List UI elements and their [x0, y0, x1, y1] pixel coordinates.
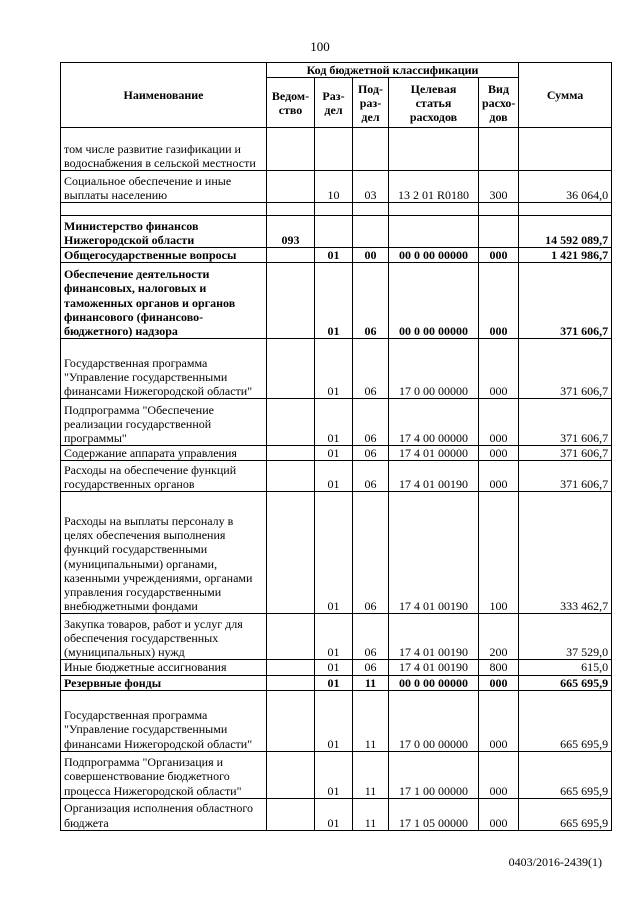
- cell-summa: 665 695,9: [519, 675, 612, 690]
- cell-summa: 371 606,7: [519, 461, 612, 492]
- cell-empty: [315, 203, 353, 216]
- cell-vid: 000: [479, 399, 519, 446]
- cell-celevaya: 17 4 01 00000: [389, 446, 479, 461]
- header-celevaya: Целевая статья расходов: [389, 78, 479, 128]
- cell-vid: 000: [479, 339, 519, 399]
- cell-empty: [353, 203, 389, 216]
- header-podrazdel: Под-раз-дел: [353, 78, 389, 128]
- cell-celevaya: 17 0 00 00000: [389, 690, 479, 751]
- cell-name: Министерство финансов Нижегородской области: [61, 216, 267, 248]
- cell-vedomstvo: [267, 751, 315, 798]
- cell-name: Общегосударственные вопросы: [61, 248, 267, 263]
- header-sum: Сумма: [519, 63, 612, 128]
- cell-celevaya: [389, 128, 479, 171]
- cell-summa: 371 606,7: [519, 339, 612, 399]
- cell-name: Содержание аппарата управления: [61, 446, 267, 461]
- table-row: [61, 675, 612, 690]
- cell-razdel: 01: [315, 263, 353, 339]
- cell-summa: 333 462,7: [519, 492, 612, 614]
- cell-summa: 14 592 089,7: [519, 216, 612, 248]
- document-code: 0403/2016-2439(1): [508, 855, 602, 869]
- cell-summa: 665 695,9: [519, 798, 612, 830]
- cell-summa: 371 606,7: [519, 446, 612, 461]
- cell-razdel: 01: [315, 690, 353, 751]
- cell-summa: 371 606,7: [519, 263, 612, 339]
- cell-vedomstvo: [267, 492, 315, 614]
- table-row: [61, 339, 612, 399]
- table-row: [61, 660, 612, 675]
- cell-summa: 665 695,9: [519, 690, 612, 751]
- cell-celevaya: 17 4 01 00190: [389, 461, 479, 492]
- cell-name: Организация исполнения областного бюджета: [61, 798, 267, 830]
- header-vid: Вид расхо-дов: [479, 78, 519, 128]
- cell-celevaya: 17 0 00 00000: [389, 339, 479, 399]
- cell-name: Расходы на обеспечение функций государственных органов: [61, 461, 267, 492]
- table-row: [61, 446, 612, 461]
- cell-razdel: 01: [315, 798, 353, 830]
- cell-vedomstvo: [267, 399, 315, 446]
- cell-razdel: 01: [315, 339, 353, 399]
- cell-razdel: 01: [315, 751, 353, 798]
- cell-name: Социальное обеспечение и иные выплаты населению: [61, 171, 267, 203]
- cell-razdel: 01: [315, 614, 353, 660]
- cell-summa: 37 529,0: [519, 614, 612, 660]
- table-row: [61, 216, 612, 248]
- cell-summa: 36 064,0: [519, 171, 612, 203]
- cell-razdel: 01: [315, 675, 353, 690]
- header-name: Наименование: [61, 63, 267, 128]
- table-row: [61, 614, 612, 660]
- cell-empty: [389, 203, 479, 216]
- cell-name: Обеспечение деятельности финансовых, налоговых и таможенных органов и органов финансового (финансово-бюджетного) надзора: [61, 263, 267, 339]
- table-row: [61, 203, 612, 216]
- cell-celevaya: 17 1 05 00000: [389, 798, 479, 830]
- cell-vid: 000: [479, 446, 519, 461]
- cell-empty: [267, 203, 315, 216]
- cell-podrazdel: 06: [353, 399, 389, 446]
- cell-vid: 100: [479, 492, 519, 614]
- header-classification-group: Код бюджетной классификации: [267, 63, 519, 78]
- cell-empty: [61, 203, 267, 216]
- cell-celevaya: 17 4 00 00000: [389, 399, 479, 446]
- cell-podrazdel: 06: [353, 339, 389, 399]
- cell-summa: 665 695,9: [519, 751, 612, 798]
- cell-podrazdel: 00: [353, 248, 389, 263]
- cell-vid: 200: [479, 614, 519, 660]
- cell-name: Подпрограмма "Обеспечение реализации государственной программы": [61, 399, 267, 446]
- cell-vedomstvo: [267, 798, 315, 830]
- cell-vid: 800: [479, 660, 519, 675]
- cell-razdel: 01: [315, 446, 353, 461]
- cell-summa: 371 606,7: [519, 399, 612, 446]
- cell-celevaya: 17 4 01 00190: [389, 660, 479, 675]
- cell-name: Закупка товаров, работ и услуг для обеспечения государственных (муниципальных) нужд: [61, 614, 267, 660]
- cell-celevaya: 00 0 00 00000: [389, 263, 479, 339]
- cell-podrazdel: 06: [353, 263, 389, 339]
- table-row: [61, 263, 612, 339]
- cell-celevaya: 17 1 00 00000: [389, 751, 479, 798]
- cell-celevaya: 13 2 01 R0180: [389, 171, 479, 203]
- cell-name: Государственная программа "Управление государственными финансами Нижегородской области": [61, 339, 267, 399]
- cell-razdel: 01: [315, 492, 353, 614]
- cell-razdel: 01: [315, 248, 353, 263]
- page-number: 100: [310, 39, 330, 54]
- cell-razdel: [315, 128, 353, 171]
- cell-podrazdel: 11: [353, 675, 389, 690]
- header-razdel: Раз-дел: [315, 78, 353, 128]
- cell-name: том числе развитие газификации и водоснабжения в сельской местности: [61, 128, 267, 171]
- cell-empty: [479, 203, 519, 216]
- cell-summa: [519, 128, 612, 171]
- cell-vid: [479, 128, 519, 171]
- cell-vid: 300: [479, 171, 519, 203]
- cell-celevaya: 17 4 01 00190: [389, 492, 479, 614]
- cell-vedomstvo: [267, 660, 315, 675]
- cell-vedomstvo: [267, 446, 315, 461]
- cell-summa: 615,0: [519, 660, 612, 675]
- cell-podrazdel: 06: [353, 614, 389, 660]
- table-row: [61, 128, 612, 171]
- cell-razdel: 01: [315, 660, 353, 675]
- cell-vid: 000: [479, 751, 519, 798]
- cell-vid: 000: [479, 248, 519, 263]
- cell-celevaya: 17 4 01 00190: [389, 614, 479, 660]
- cell-vid: 000: [479, 690, 519, 751]
- cell-podrazdel: 11: [353, 690, 389, 751]
- cell-name: Государственная программа "Управление государственными финансами Нижегородской области": [61, 690, 267, 751]
- cell-vedomstvo: [267, 614, 315, 660]
- cell-vedomstvo: 093: [267, 216, 315, 248]
- cell-celevaya: [389, 216, 479, 248]
- cell-podrazdel: 06: [353, 660, 389, 675]
- table-row: [61, 461, 612, 492]
- cell-celevaya: 00 0 00 00000: [389, 675, 479, 690]
- cell-vedomstvo: [267, 690, 315, 751]
- cell-name: Резервные фонды: [61, 675, 267, 690]
- cell-razdel: 10: [315, 171, 353, 203]
- cell-podrazdel: 11: [353, 751, 389, 798]
- cell-razdel: 01: [315, 461, 353, 492]
- table-row: [61, 171, 612, 203]
- cell-podrazdel: [353, 216, 389, 248]
- cell-podrazdel: [353, 128, 389, 171]
- cell-vid: 000: [479, 675, 519, 690]
- table-row: [61, 492, 612, 614]
- cell-vedomstvo: [267, 339, 315, 399]
- table-row: [61, 399, 612, 446]
- cell-vedomstvo: [267, 128, 315, 171]
- budget-table: [60, 62, 612, 831]
- header-vedomstvo: Ведом-ство: [267, 78, 315, 128]
- cell-razdel: [315, 216, 353, 248]
- cell-summa: 1 421 986,7: [519, 248, 612, 263]
- cell-podrazdel: 06: [353, 446, 389, 461]
- table-row: [61, 248, 612, 263]
- cell-vedomstvo: [267, 171, 315, 203]
- cell-name: Подпрограмма "Организация и совершенствование бюджетного процесса Нижегородской области": [61, 751, 267, 798]
- cell-vedomstvo: [267, 248, 315, 263]
- cell-podrazdel: 03: [353, 171, 389, 203]
- table-row: [61, 690, 612, 751]
- cell-vedomstvo: [267, 263, 315, 339]
- cell-vid: 000: [479, 798, 519, 830]
- cell-vid: [479, 216, 519, 248]
- cell-vedomstvo: [267, 675, 315, 690]
- cell-podrazdel: 06: [353, 492, 389, 614]
- cell-razdel: 01: [315, 399, 353, 446]
- cell-podrazdel: 11: [353, 798, 389, 830]
- cell-empty: [519, 203, 612, 216]
- cell-celevaya: 00 0 00 00000: [389, 248, 479, 263]
- cell-vid: 000: [479, 461, 519, 492]
- table-row: [61, 751, 612, 798]
- table-row: [61, 798, 612, 830]
- cell-vedomstvo: [267, 461, 315, 492]
- cell-name: Иные бюджетные ассигнования: [61, 660, 267, 675]
- cell-vid: 000: [479, 263, 519, 339]
- budget-table-body: [61, 128, 612, 831]
- cell-podrazdel: 06: [353, 461, 389, 492]
- cell-name: Расходы на выплаты персоналу в целях обеспечения выполнения функций государственными (муниципальными) органами, казенными учреждениями, органами управления государственными внебюджетными фондами: [61, 492, 267, 614]
